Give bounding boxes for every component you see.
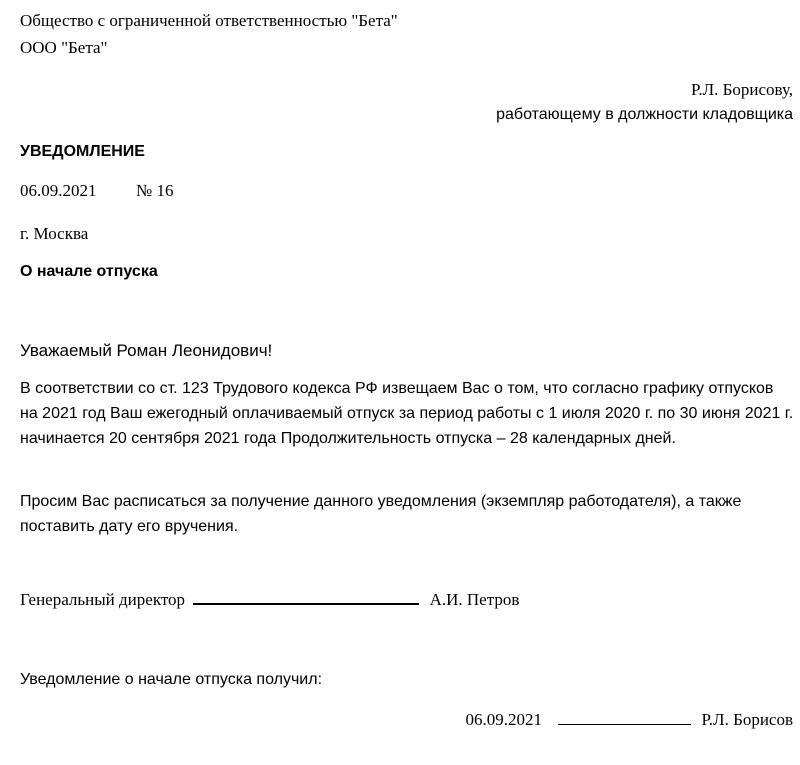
document-number: № 16 [136,181,174,200]
receipt-signature-line [558,724,691,725]
document-type: УВЕДОМЛЕНИЕ [20,143,145,160]
director-signature-line [193,603,419,605]
document-city: г. Москва [20,224,89,243]
director-name: А.И. Петров [429,590,520,609]
director-position: Генеральный директор [20,590,186,609]
document-date: 06.09.2021 [20,181,97,200]
body-paragraph-2: Просим Вас расписаться за получение данного уведомления (экземпляр работодателя), а также поставить дату его вручения. [20,493,742,535]
receipt-signature-row [465,710,793,730]
addressee-position: работающему в должности кладовщика [496,106,793,123]
director-signature-row [20,590,519,610]
receipt-label: Уведомление о начале отпуска получил: [20,671,323,688]
body-paragraph-1: В соответствии со ст. 123 Трудового кодекса РФ извещаем Вас о том, что согласно графику отпусков на 2021 год Ваш ежегодный оплачиваемый отпуск за период работы с 1 июля 2020 г. по 30 июня 2021 г. начинается 20 сентября 2021 года Продолжительность отпуска – 28 календарных дней. [20,380,794,447]
receipt-date: 06.09.2021 [465,710,542,729]
document-subject: О начале отпуска [20,263,158,280]
org-full-name: Общество с ограниченной ответственностью "Бета" [20,11,398,30]
addressee-name: Р.Л. Борисову, [690,80,793,99]
org-short-name: ООО "Бета" [20,38,108,57]
receipt-name: Р.Л. Борисов [701,710,793,729]
greeting: Уважаемый Роман Леонидович! [20,341,273,360]
